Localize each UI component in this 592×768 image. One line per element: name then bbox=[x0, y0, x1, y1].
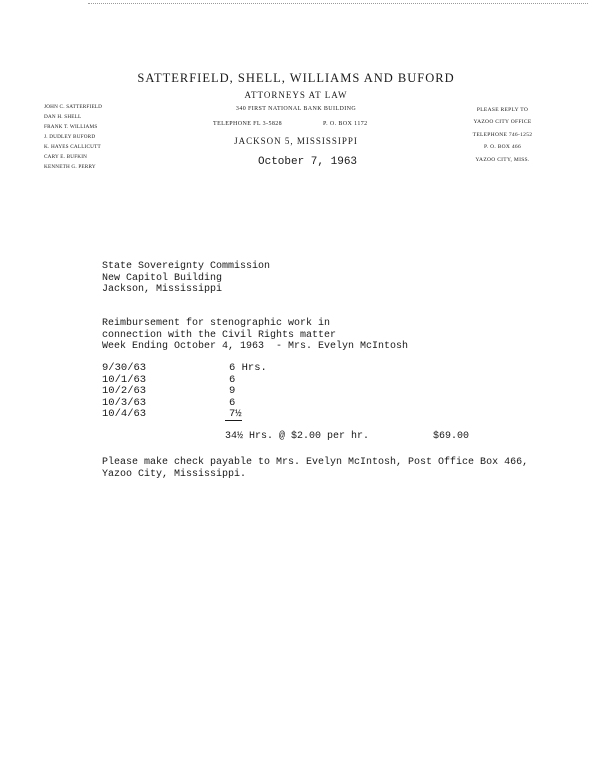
partner-name: K. HAYES CALLICUTT bbox=[44, 144, 101, 150]
reply-line: P. O. BOX 466 bbox=[483, 144, 522, 151]
subject-line: connection with the Civil Rights matter bbox=[102, 329, 337, 341]
hours-row bbox=[102, 386, 302, 398]
partner-name: KENNETH G. PERRY bbox=[44, 164, 96, 170]
firm-building-address: 340 FIRST NATIONAL BANK BUILDING bbox=[235, 106, 357, 112]
scan-top-edge bbox=[88, 3, 588, 4]
addressee-block bbox=[102, 261, 270, 296]
hours-row bbox=[102, 363, 302, 375]
total-hours: 34½ Hrs. @ $2.00 per hr. bbox=[225, 431, 370, 442]
hours-list bbox=[102, 363, 302, 421]
reply-to-block bbox=[460, 104, 545, 166]
firm-name: SATTERFIELD, SHELL, WILLIAMS AND BUFORD bbox=[137, 71, 455, 85]
partner-name: FRANK T. WILLIAMS bbox=[44, 124, 98, 130]
hours-value: 6 Hrs. bbox=[229, 362, 267, 374]
firm-city: JACKSON 5, MISSISSIPPI bbox=[234, 136, 358, 146]
hours-value: 6 bbox=[229, 396, 236, 409]
hours-value: 7½ bbox=[225, 409, 242, 421]
hours-value: 6 bbox=[229, 373, 236, 386]
subject-line: Reimbursement for stenographic work in bbox=[102, 318, 331, 329]
partner-name: J. DUDLEY BUFORD bbox=[44, 134, 96, 140]
subject-line: Week Ending October 4, 1963 - Mrs. Evelyn McIntosh bbox=[102, 341, 409, 352]
addressee-line: New Capitol Building bbox=[102, 272, 223, 284]
reply-line: YAZOO CITY OFFICE bbox=[473, 119, 532, 126]
hours-row bbox=[102, 409, 302, 421]
closing-block bbox=[102, 457, 528, 480]
closing-line: Please make check payable to Mrs. Evelyn McIntosh, Post Office Box 466, bbox=[102, 457, 529, 468]
hours-date: 10/3/63 bbox=[102, 396, 147, 409]
reply-line: PLEASE REPLY TO bbox=[476, 107, 529, 113]
hours-date: 10/1/63 bbox=[102, 373, 147, 386]
hours-date: 10/4/63 bbox=[102, 408, 147, 420]
firm-subtitle: ATTORNEYS AT LAW bbox=[244, 90, 348, 100]
letter-date: October 7, 1963 bbox=[258, 156, 358, 168]
subject-block bbox=[102, 318, 408, 353]
partner-name: CARY E. BUFKIN bbox=[44, 154, 88, 160]
total-amount: $69.00 bbox=[433, 431, 470, 442]
reply-line: YAZOO CITY, MISS. bbox=[475, 156, 530, 163]
partner-name: JOHN C. SATTERFIELD bbox=[44, 104, 103, 110]
addressee-line: State Sovereignty Commission bbox=[102, 261, 271, 272]
firm-telephone: TELEPHONE FL 3-5828 bbox=[213, 121, 283, 127]
addressee-line: Jackson, Mississippi bbox=[102, 284, 223, 295]
reply-line: TELEPHONE 746-1252 bbox=[472, 131, 533, 138]
partner-name: DAN H. SHELL bbox=[44, 114, 82, 120]
closing-line: Yazoo City, Mississippi. bbox=[102, 468, 247, 480]
partners-list bbox=[44, 102, 102, 172]
hours-date: 10/2/63 bbox=[102, 385, 147, 397]
firm-po-box: P. O. BOX 1172 bbox=[323, 121, 368, 127]
hours-value: 9 bbox=[229, 385, 236, 397]
hours-date: 9/30/63 bbox=[102, 362, 147, 374]
